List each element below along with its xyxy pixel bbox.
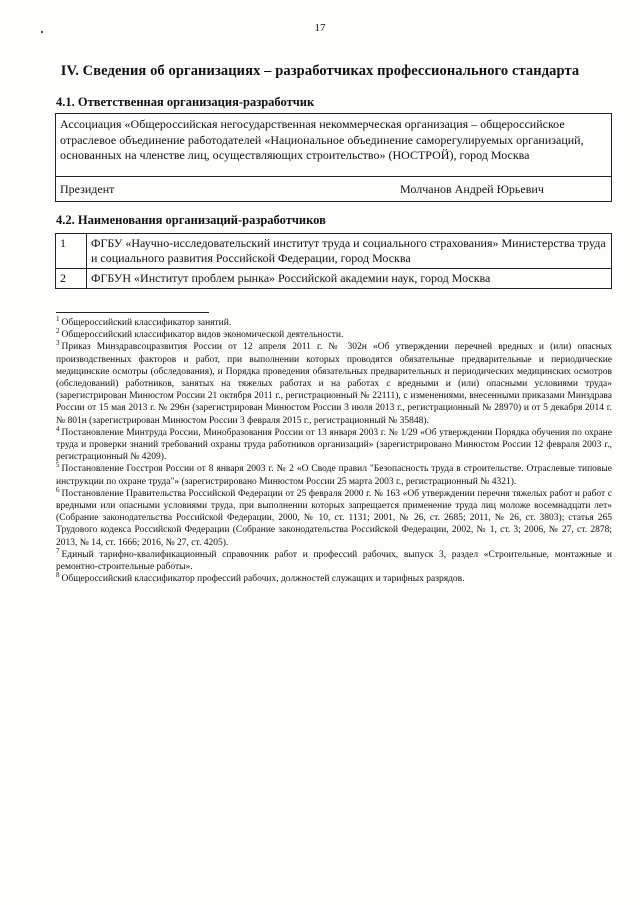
section-title: IV. Сведения об организациях – разработчиках профессионального стандарта bbox=[60, 63, 580, 79]
developer-name: ФГБУ «Научно-исследовательский институт труда и социального страхования» Министерства труда и социального развития Российской Федерации, город Москва bbox=[87, 234, 612, 269]
footnote-text: Постановление Правительства Российской Федерации от 25 февраля 2000 г. № 163 «Об утверждении перечня тяжелых работ и работ с вредными или опасными условиями труда, при выполнении которых запрещается применение труда лиц моложе восемнадцати лет» (Собрание законодательства Российской Федерации, 2000, № 10, ст. 1131; 2001, № 26, ст. 2685; 2011, № 26, ст. 3803); статья 265 Трудового кодекса Российской Федерации (Собрание законодательства Российской Федерации, 2002, № 1, ст. 3; 2006, № 27, ст. 2878; 2013, № 14, ст. 1666; 2016, № 27, ст. 4205). bbox=[56, 488, 612, 548]
responsible-org-box bbox=[55, 113, 612, 202]
footnote bbox=[56, 341, 612, 426]
footnotes bbox=[56, 314, 612, 585]
footnote-number: 6 bbox=[56, 485, 60, 494]
developer-name: ФГБУН «Институт проблем рынка» Российской академии наук, город Москва bbox=[87, 269, 612, 289]
footnote-text: Приказ Минздравсоцразвития России от 12 апреля 2011 г. № 302н «Об утверждении перечней вредных и (или) опасных производственных факторов и работ, при выполнении которых проводятся обязательные предварительные и периодические медицинские осмотры (обследования), и Порядка проведения обязательных предварительных и периодических медицинских осмотров (обследований) работников, занятых на тяжелых работах и на работах с вредными и (или) опасными условиями труда» (зарегистрирован Минюстом России 21 октября 2011 г., регистрационный № 22111), с изменениями, внесенными приказами Минздрава России от 15 мая 2013 г. № 296н (зарегистрирован Минюстом России 3 июля 2013 г., регистрационный № 28970) и от 5 декабря 2014 г. № 801н (зарегистрирован Минюстом России 3 февраля 2015 г., регистрационный № 35848). bbox=[56, 342, 612, 426]
table-row bbox=[56, 269, 612, 289]
footnote bbox=[56, 424, 612, 464]
footnote-text: Общероссийский классификатор занятий. bbox=[61, 318, 232, 328]
responsible-org-name: Ассоциация «Общероссийская негосударственная некоммерческая организация – общероссийское отраслевое объединение работодателей «Национальное объединение саморегулируемых организаций, основанных на членстве лиц, осуществляющих строительство» (НОСТРОЙ), город Москва bbox=[56, 114, 611, 177]
footnote-number: 3 bbox=[56, 339, 60, 348]
footnote-number: 7 bbox=[56, 546, 60, 555]
footnote bbox=[56, 485, 612, 549]
footnote-number: 1 bbox=[56, 314, 60, 323]
footnote-text: Единый тарифно-квалификационный справочник работ и профессий рабочих, выпуск 3, раздел «Строительные, монтажные и ремонтно-строительные работы». bbox=[56, 549, 612, 573]
developers-table bbox=[55, 233, 612, 289]
signatory-row bbox=[56, 177, 611, 201]
footnote-text: Постановление Госстроя России от 8 января 2003 г. № 2 «О Своде правил "Безопасность труда в строительстве. Отраслевые типовые инструкции по охране труда"» (зарегистрировано Минюстом России 25 марта 2003 г., регистрационный № 4321). bbox=[56, 464, 612, 487]
footnote-number: 2 bbox=[56, 327, 60, 336]
page-number: 17 bbox=[314, 22, 326, 34]
responsible-org-heading: 4.1. Ответственная организация-разработчик bbox=[56, 95, 315, 109]
footnote-number: 4 bbox=[56, 424, 60, 433]
footnote-text: Постановление Минтруда России, Минобразования России от 13 января 2003 г. № 1/29 «Об утверждении Порядка обучения по охране труда и проверки знаний требований охраны труда работников организаций» (зарегистрировано Минюстом России 12 февраля 2003 г., регистрационный № 4209). bbox=[56, 427, 612, 463]
developers-heading: 4.2. Наименования организаций-разработчиков bbox=[56, 213, 326, 227]
footnote-number: 5 bbox=[56, 461, 60, 470]
footnote bbox=[56, 546, 612, 573]
footnote bbox=[56, 314, 612, 329]
footnote-text: Общероссийский классификатор профессий рабочих, должностей служащих и тарифных разрядов. bbox=[61, 574, 465, 585]
footnote bbox=[56, 463, 612, 487]
row-number: 2 bbox=[56, 269, 87, 289]
footnote-separator bbox=[56, 312, 209, 313]
table-row bbox=[56, 234, 612, 269]
footnote bbox=[56, 573, 612, 585]
footnote bbox=[56, 329, 612, 341]
footnote-number: 8 bbox=[56, 571, 60, 580]
footnote-text: Общероссийский классификатор видов экономической деятельности. bbox=[61, 330, 344, 341]
row-number: 1 bbox=[56, 234, 87, 269]
signatory-name: Молчанов Андрей Юрьевич bbox=[400, 182, 544, 196]
signatory-role: Президент bbox=[60, 182, 115, 196]
